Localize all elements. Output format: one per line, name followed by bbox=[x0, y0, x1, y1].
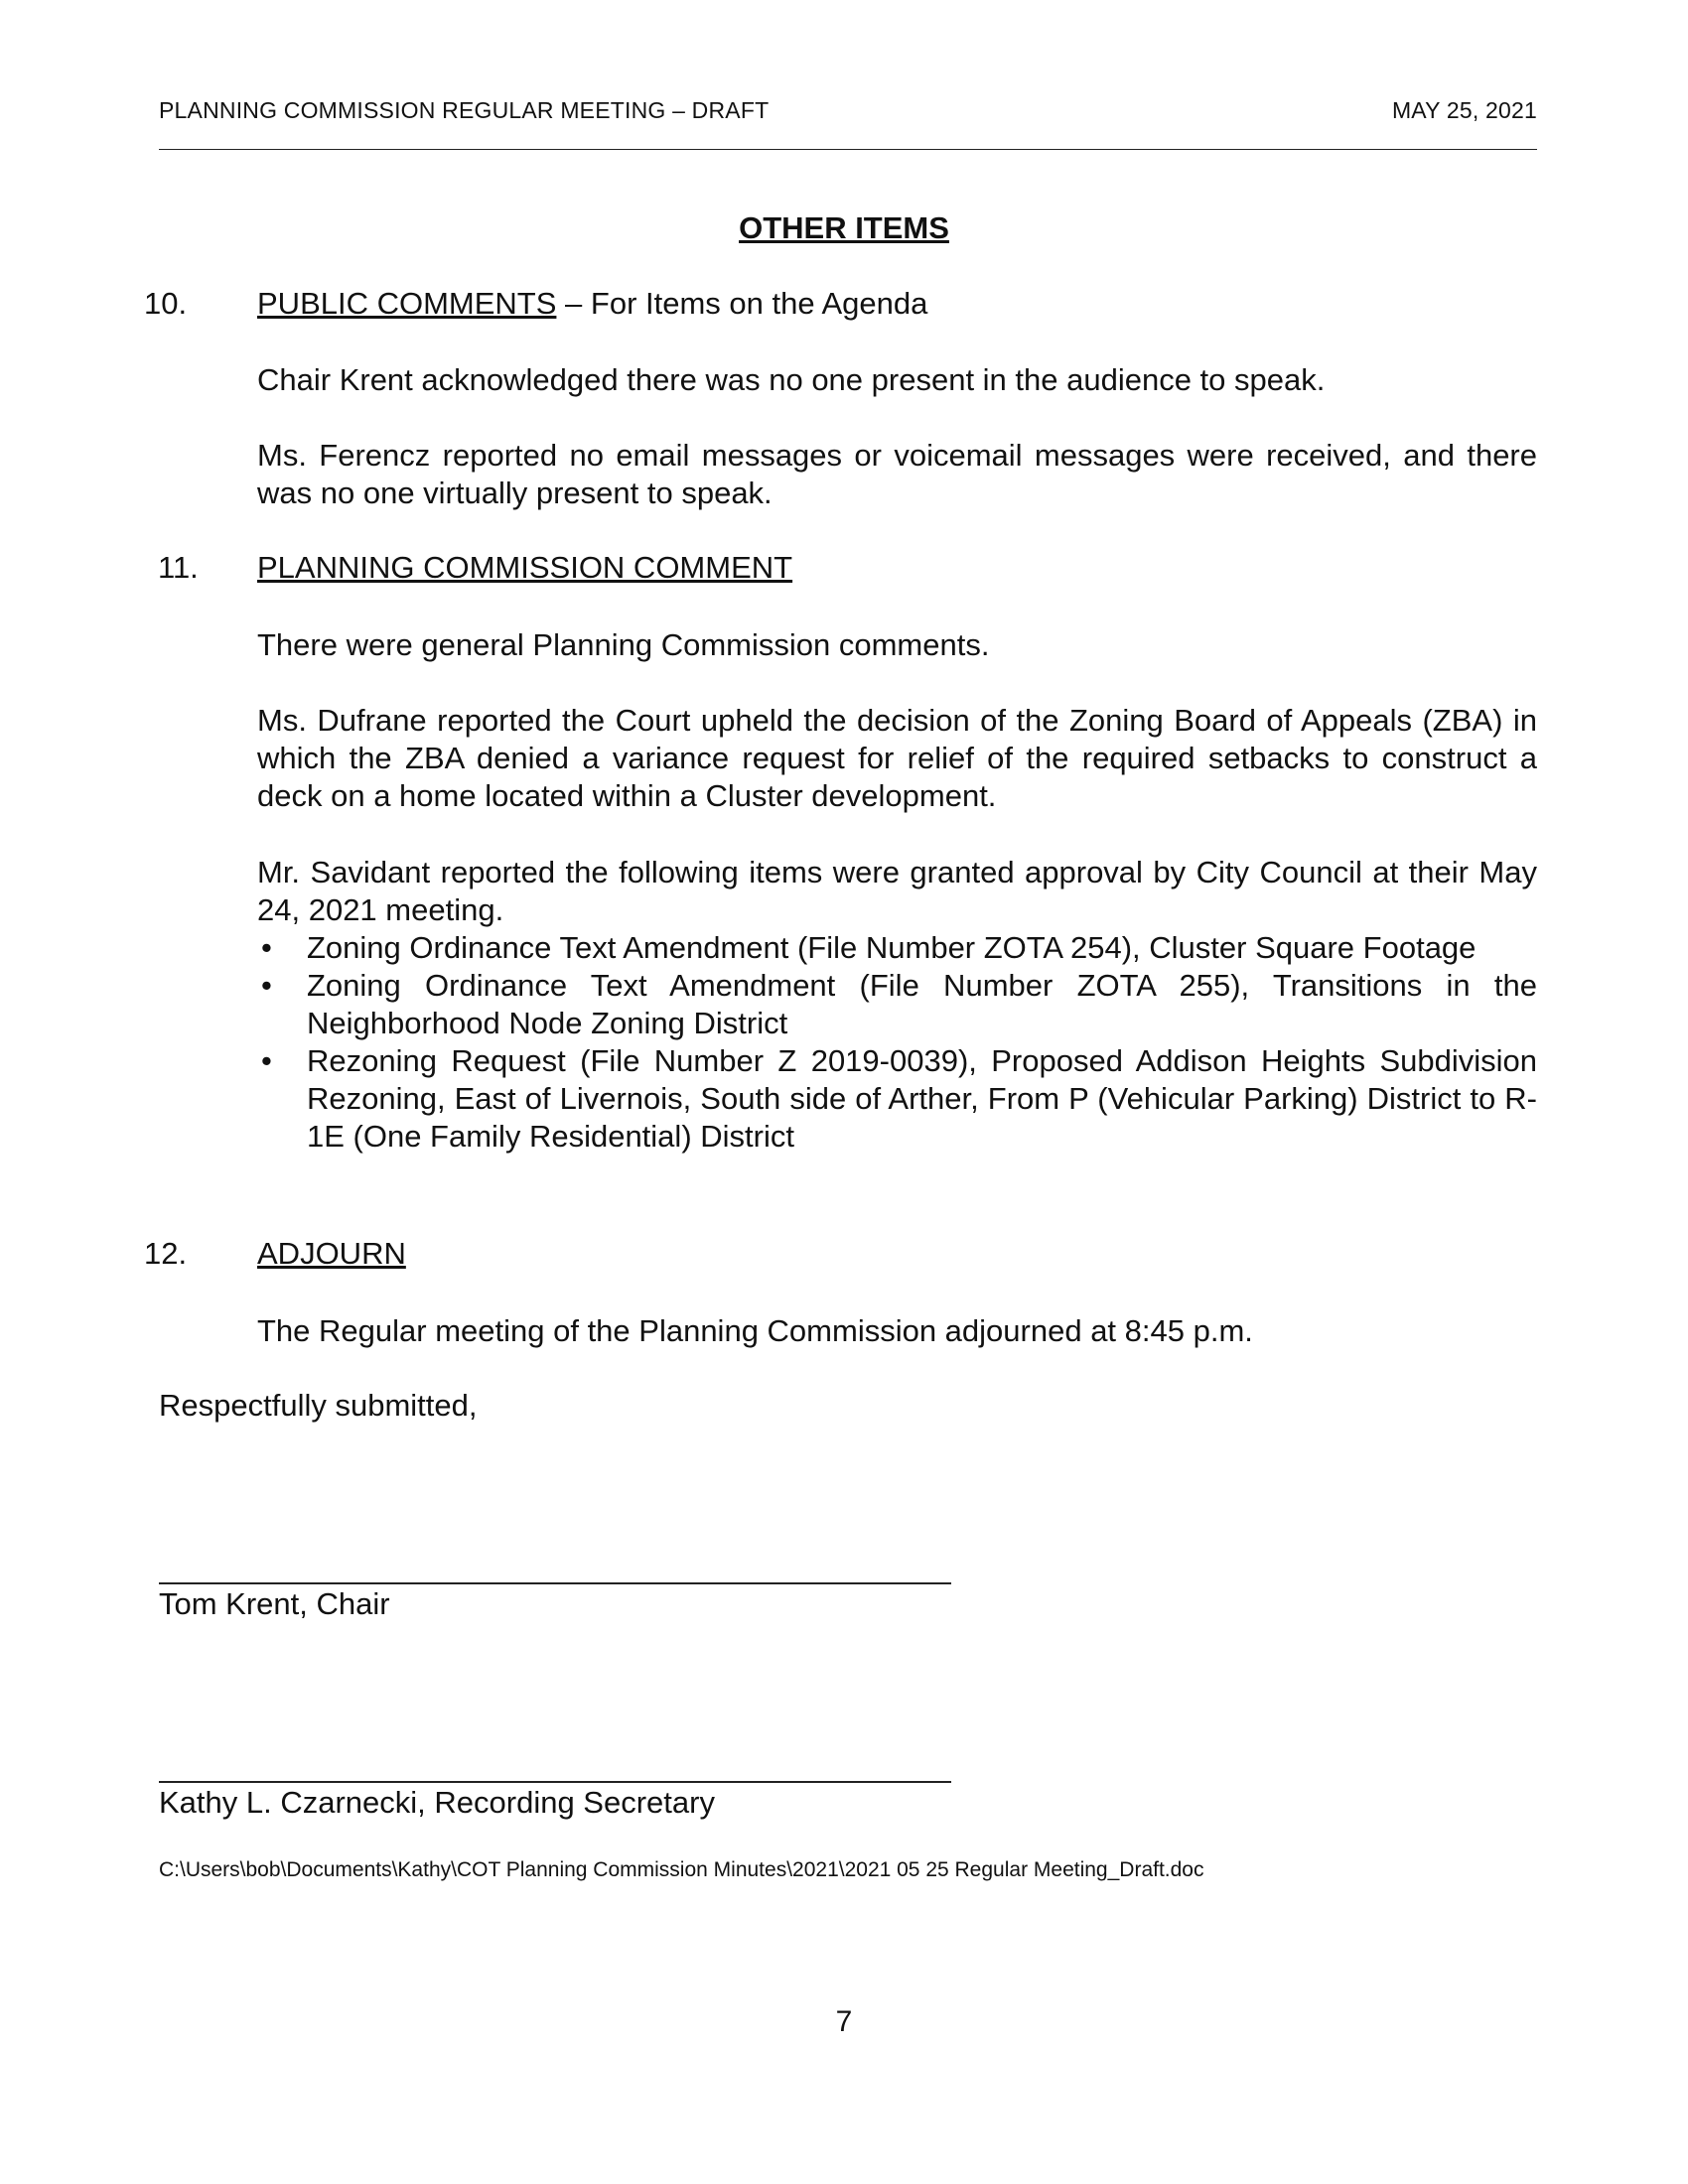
paragraph-savidant-report: Mr. Savidant reported the following items were granted approval by City Council at their May 24, 2021 meeting. bbox=[257, 855, 1537, 927]
header-title: PLANNING COMMISSION REGULAR MEETING – DRAFT bbox=[159, 97, 770, 123]
paragraph-adjourned: The Regular meeting of the Planning Commission adjourned at 8:45 p.m. bbox=[257, 1313, 1253, 1348]
bullet-icon: • bbox=[261, 1043, 272, 1078]
heading-adjourn: ADJOURN bbox=[257, 1236, 406, 1271]
heading-commission-comment: PLANNING COMMISSION COMMENT bbox=[257, 550, 793, 585]
bullet-icon: • bbox=[261, 968, 272, 1003]
item-number-10: 10. bbox=[144, 286, 188, 321]
list-item-text: Zoning Ordinance Text Amendment (File Number ZOTA 254), Cluster Square Footage bbox=[307, 930, 1477, 965]
heading-suffix: – For Items on the Agenda bbox=[556, 286, 928, 321]
approval-list bbox=[257, 929, 1537, 1156]
list-item bbox=[257, 929, 1537, 967]
item-number-11: 11. bbox=[158, 550, 199, 585]
closing-text: Respectfully submitted, bbox=[159, 1388, 478, 1423]
paragraph-general-comments: There were general Planning Commission comments. bbox=[257, 627, 990, 662]
item-number-12: 12. bbox=[144, 1236, 188, 1271]
page-number: 7 bbox=[835, 2005, 853, 2038]
list-item-text: Rezoning Request (File Number Z 2019-0039), Proposed Addison Heights Subdivision Rezoning, East of Livernois, South side of Arther, From P (Vehicular Parking) District to R-1E (One Family Residential) District bbox=[307, 1043, 1537, 1154]
header-divider bbox=[159, 149, 1537, 150]
signature-name-chair: Tom Krent, Chair bbox=[159, 1586, 390, 1621]
page-header bbox=[159, 97, 1537, 124]
bullet-icon: • bbox=[261, 930, 272, 965]
signature-line-secretary bbox=[159, 1781, 951, 1783]
paragraph-no-audience: Chair Krent acknowledged there was no one present in the audience to speak. bbox=[257, 362, 1326, 397]
item-heading-public-comments bbox=[257, 286, 927, 322]
section-title: OTHER ITEMS bbox=[739, 210, 949, 245]
list-item bbox=[257, 967, 1537, 1042]
item-heading-commission-comment bbox=[257, 550, 792, 586]
signature-name-secretary: Kathy L. Czarnecki, Recording Secretary bbox=[159, 1785, 715, 1820]
paragraph-no-messages: Ms. Ferencz reported no email messages or voicemail messages were received, and there was no one virtually present to speak. bbox=[257, 438, 1537, 510]
list-item-text: Zoning Ordinance Text Amendment (File Number ZOTA 255), Transitions in the Neighborhood Node Zoning District bbox=[307, 968, 1537, 1040]
header-date: MAY 25, 2021 bbox=[1391, 97, 1537, 123]
footer-file-path: C:\Users\bob\Documents\Kathy\COT Planning Commission Minutes\2021\2021 05 25 Regular Meeting_Draft.doc bbox=[159, 1858, 1204, 1881]
signature-line-chair bbox=[159, 1582, 951, 1584]
item-heading-adjourn bbox=[257, 1236, 406, 1272]
paragraph-dufrane-report: Ms. Dufrane reported the Court upheld the decision of the Zoning Board of Appeals (ZBA) in which the ZBA denied a variance request for relief of the required setbacks to construct a deck on a home located within a Cluster development. bbox=[257, 703, 1537, 813]
heading-public-comments: PUBLIC COMMENTS bbox=[257, 286, 557, 321]
list-item bbox=[257, 1042, 1537, 1156]
